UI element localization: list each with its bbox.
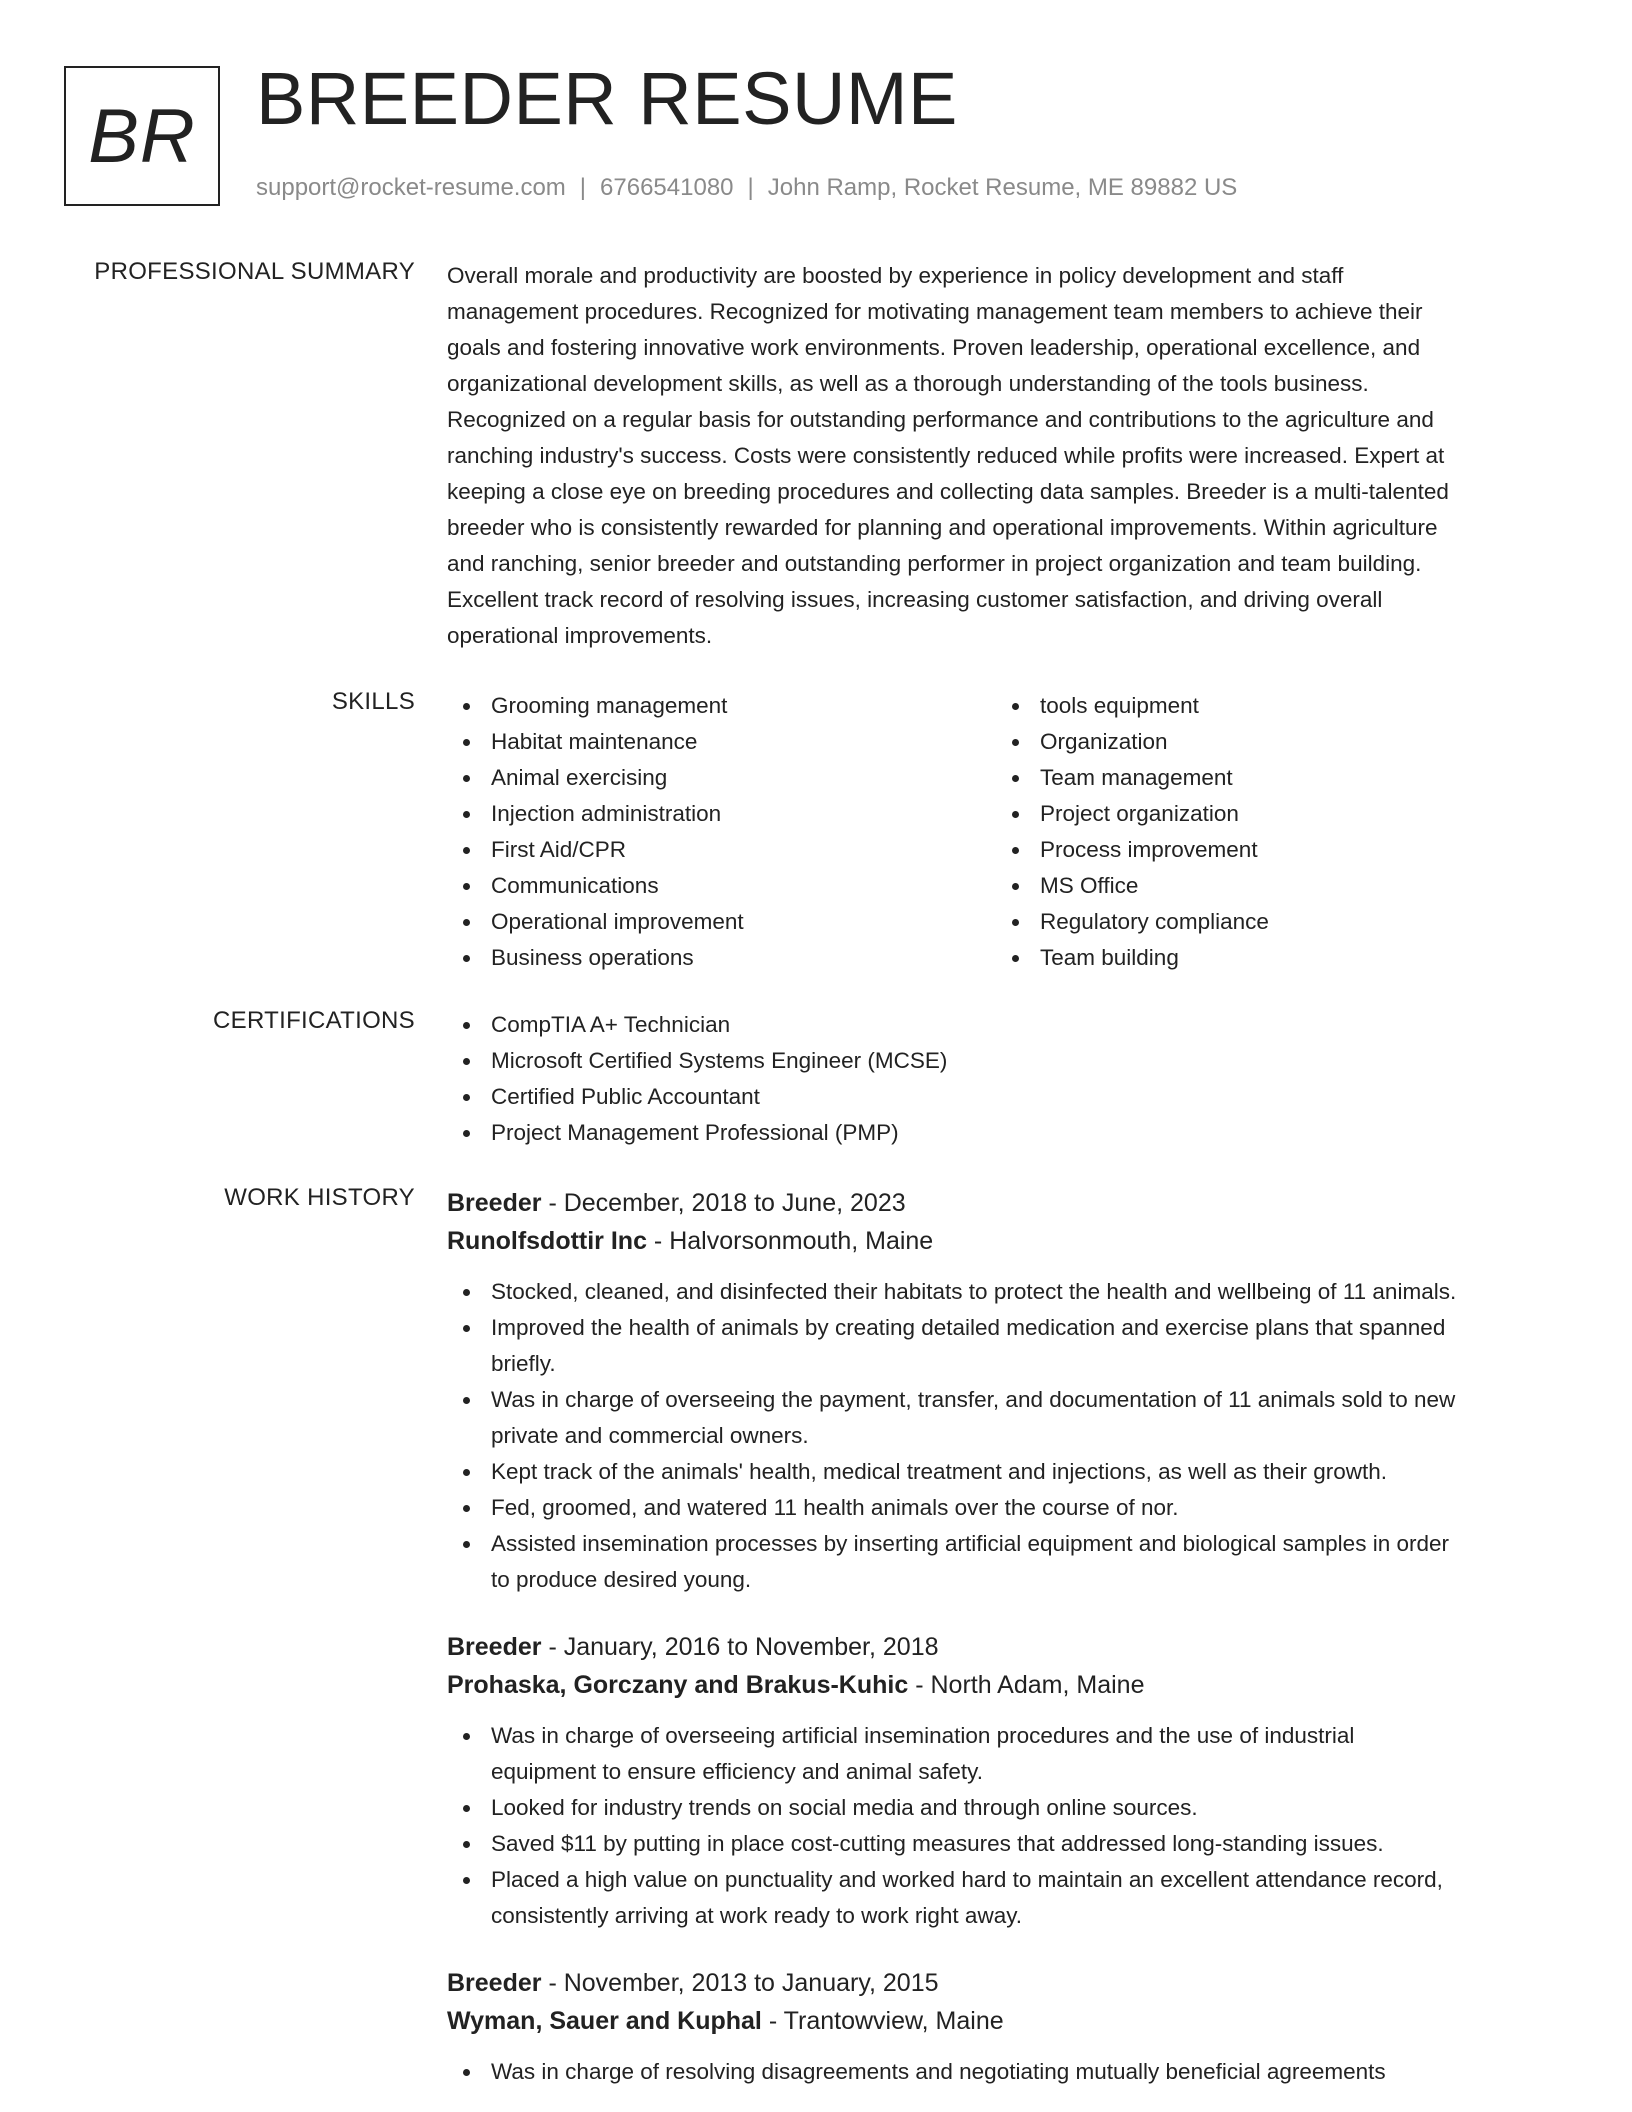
list-item: Saved $11 by putting in place cost-cutting measures that addressed long-standing issues. — [447, 1826, 1569, 1862]
job-entry — [447, 1964, 1569, 2090]
summary-line: management procedures. Recognized for motivating management team members to achieve their — [447, 299, 1423, 324]
contact-separator: | — [579, 174, 587, 201]
list-item: Communications — [447, 868, 996, 904]
list-item: Was in charge of overseeing the payment, transfer, and documentation of 11 animals sold to new private and commercial owners. — [447, 1382, 1569, 1454]
job-title: Breeder — [447, 1189, 542, 1217]
summary-line: and ranching, senior breeder and outstanding performer in project organization and team building. — [447, 551, 1422, 576]
list-item: Process improvement — [996, 832, 1545, 868]
monogram-logo: BR — [64, 66, 220, 206]
section-heading-summary: PROFESSIONAL SUMMARY — [94, 258, 415, 285]
list-item: First Aid/CPR — [447, 832, 996, 868]
section-heading-skills: SKILLS — [331, 688, 415, 715]
summary-line: keeping a close eye on breeding procedures and collecting data samples. Breeder is a multi-talented — [447, 479, 1449, 504]
work-history-body — [447, 1184, 1569, 2090]
job-location: - Trantowview, Maine — [761, 2007, 1004, 2035]
list-item: Organization — [996, 724, 1545, 760]
list-item: Stocked, cleaned, and disinfected their habitats to protect the health and wellbeing of 11 animals. — [447, 1274, 1569, 1310]
job-entry — [447, 1184, 1569, 1598]
summary-line: organizational development skills, as well as a thorough understanding of the tools business. — [447, 371, 1369, 396]
job-title-line — [447, 1184, 1569, 1222]
summary-line: breeder who is consistently rewarded for planning and operational improvements. Within agriculture — [447, 515, 1438, 540]
job-dates: - January, 2016 to November, 2018 — [541, 1633, 939, 1661]
job-company-line — [447, 1666, 1569, 1704]
list-item: Certified Public Accountant — [447, 1079, 1569, 1115]
summary-line: operational improvements. — [447, 623, 713, 648]
contact-line — [256, 174, 1237, 202]
job-company: Wyman, Sauer and Kuphal — [447, 2007, 762, 2035]
job-location: - Halvorsonmouth, Maine — [646, 1227, 934, 1255]
certifications-list — [447, 1007, 1569, 1151]
contact-address: John Ramp, Rocket Resume, ME 89882 US — [767, 174, 1238, 201]
job-company: Prohaska, Gorczany and Brakus-Kuhic — [447, 1671, 909, 1699]
job-bullets — [447, 1274, 1569, 1598]
section-heading-work-history: WORK HISTORY — [224, 1184, 415, 1211]
summary-body — [447, 258, 1569, 654]
list-item: Kept track of the animals' health, medical treatment and injections, as well as their growth. — [447, 1454, 1569, 1490]
list-item: Regulatory compliance — [996, 904, 1545, 940]
job-dates: - December, 2018 to June, 2023 — [541, 1189, 906, 1217]
job-dates: - November, 2013 to January, 2015 — [541, 1969, 939, 1997]
job-title-line — [447, 1964, 1569, 2002]
job-company-line — [447, 2002, 1569, 2040]
list-item: Improved the health of animals by creating detailed medication and exercise plans that spanned briefly. — [447, 1310, 1569, 1382]
list-item: Operational improvement — [447, 904, 996, 940]
job-bullets — [447, 2054, 1569, 2090]
resume-title: BREEDER RESUME — [256, 57, 958, 140]
job-bullets — [447, 1718, 1569, 1934]
job-entry — [447, 1628, 1569, 1934]
list-item: MS Office — [996, 868, 1545, 904]
list-item: CompTIA A+ Technician — [447, 1007, 1569, 1043]
job-location: - North Adam, Maine — [908, 1671, 1145, 1699]
list-item: Fed, groomed, and watered 11 health animals over the course of nor. — [447, 1490, 1569, 1526]
list-item: Animal exercising — [447, 760, 996, 796]
list-item: Microsoft Certified Systems Engineer (MCSE) — [447, 1043, 1569, 1079]
list-item: Habitat maintenance — [447, 724, 996, 760]
summary-line: Excellent track record of resolving issues, increasing customer satisfaction, and driving overall — [447, 587, 1383, 612]
summary-line: goals and fostering innovative work environments. Proven leadership, operational excellence, and — [447, 335, 1421, 360]
list-item: Was in charge of resolving disagreements and negotiating mutually beneficial agreements — [447, 2054, 1569, 2090]
certifications-body — [447, 1007, 1569, 1151]
list-item: Project Management Professional (PMP) — [447, 1115, 1569, 1151]
skills-list-right — [996, 688, 1545, 976]
summary-line: Recognized on a regular basis for outstanding performance and contributions to the agriculture and — [447, 407, 1434, 432]
section-heading-certifications: CERTIFICATIONS — [213, 1007, 415, 1034]
list-item: Project organization — [996, 796, 1545, 832]
list-item: Team building — [996, 940, 1545, 976]
list-item: Injection administration — [447, 796, 996, 832]
job-title-line — [447, 1628, 1569, 1666]
job-company: Runolfsdottir Inc — [447, 1227, 647, 1255]
job-company-line — [447, 1222, 1569, 1260]
contact-phone: 6766541080 — [600, 174, 734, 201]
skills-list-left — [447, 688, 996, 976]
contact-email: support@rocket-resume.com — [256, 174, 566, 201]
summary-line: Overall morale and productivity are boosted by experience in policy development and staff — [447, 263, 1344, 288]
list-item: Assisted insemination processes by inserting artificial equipment and biological samples in order to produce desired young. — [447, 1526, 1569, 1598]
job-title: Breeder — [447, 1969, 542, 1997]
list-item: Was in charge of overseeing artificial insemination procedures and the use of industrial equipment to ensure efficiency and animal safety. — [447, 1718, 1569, 1790]
list-item: Grooming management — [447, 688, 996, 724]
list-item: Team management — [996, 760, 1545, 796]
list-item: Placed a high value on punctuality and worked hard to maintain an excellent attendance record, consistently arriving at work ready to work right away. — [447, 1862, 1569, 1934]
summary-line: ranching industry's success. Costs were consistently reduced while profits were increased. Expert at — [447, 443, 1445, 468]
skills-body — [447, 688, 1569, 976]
list-item: Looked for industry trends on social media and through online sources. — [447, 1790, 1569, 1826]
job-title: Breeder — [447, 1633, 542, 1661]
contact-separator: | — [747, 174, 754, 201]
list-item: tools equipment — [996, 688, 1545, 724]
list-item: Business operations — [447, 940, 996, 976]
